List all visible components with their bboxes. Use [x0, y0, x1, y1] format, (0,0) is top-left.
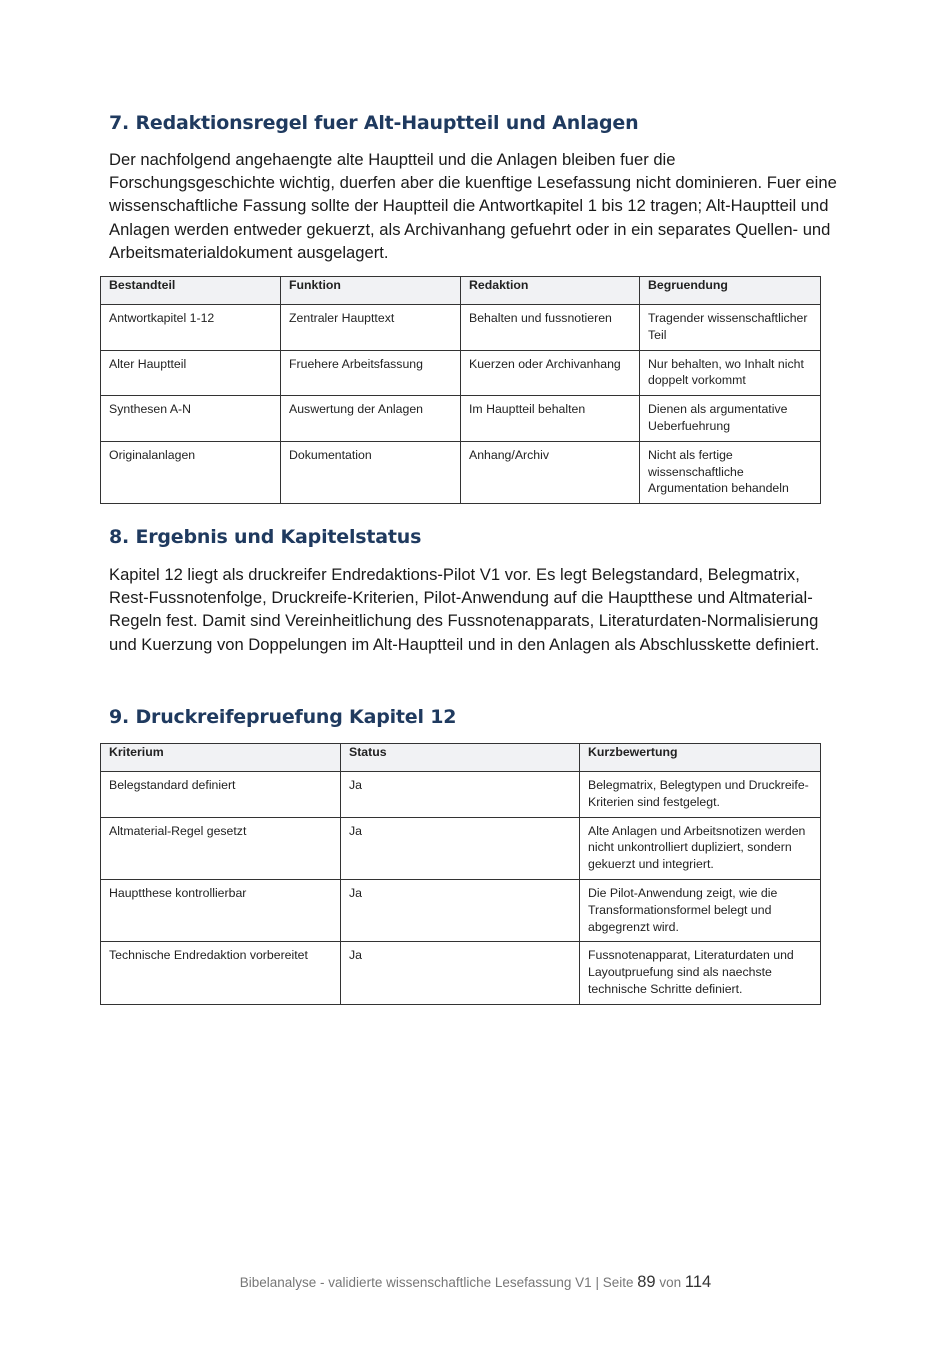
- table-cell: Behalten und fussnotieren: [461, 305, 640, 351]
- table-cell: Dokumentation: [281, 441, 461, 503]
- table-cell: Originalanlagen: [101, 441, 281, 503]
- column-header: Bestandteil: [101, 277, 281, 305]
- footer-page-number: 89: [637, 1273, 656, 1291]
- table-cell: Antwortkapitel 1-12: [101, 305, 281, 351]
- section8-heading: 8. Ergebnis und Kapitelstatus: [109, 526, 422, 548]
- table-cell: Die Pilot-Anwendung zeigt, wie die Transformationsformel belegt und abgegrenzt wird.: [580, 879, 821, 941]
- table-row: [101, 772, 821, 818]
- section7-heading: 7. Redaktionsregel fuer Alt-Hauptteil und Anlagen: [109, 112, 639, 134]
- table-cell: Hauptthese kontrollierbar: [101, 879, 341, 941]
- table-cell: Im Hauptteil behalten: [461, 396, 640, 442]
- table-row: [101, 350, 821, 396]
- table-cell: Auswertung der Anlagen: [281, 396, 461, 442]
- table-cell: Belegmatrix, Belegtypen und Druckreife-Kriterien sind festgelegt.: [580, 772, 821, 818]
- table-cell: Ja: [341, 879, 580, 941]
- table-cell: Fruehere Arbeitsfassung: [281, 350, 461, 396]
- table-row: [101, 305, 821, 351]
- footer-total-pages: 114: [684, 1273, 712, 1291]
- table-row: [101, 817, 821, 879]
- column-header: Funktion: [281, 277, 461, 305]
- column-header: Kurzbewertung: [580, 744, 821, 772]
- table-cell: Belegstandard definiert: [101, 772, 341, 818]
- table-cell: Nur behalten, wo Inhalt nicht doppelt vorkommt: [640, 350, 821, 396]
- table-cell: Altmaterial-Regel gesetzt: [101, 817, 341, 879]
- table-cell: Tragender wissenschaftlicher Teil: [640, 305, 821, 351]
- table-cell: Alter Hauptteil: [101, 350, 281, 396]
- table-cell: Alte Anlagen und Arbeitsnotizen werden nicht unkontrolliert dupliziert, sondern gekuerzt und integriert.: [580, 817, 821, 879]
- table-header-row: [101, 277, 821, 305]
- table-cell: Ja: [341, 772, 580, 818]
- footer-text: Bibelanalyse - validierte wissenschaftliche Lesefassung V1 | Seite: [239, 1275, 634, 1290]
- table-cell: Ja: [341, 942, 580, 1004]
- footer-of-label: von: [659, 1275, 682, 1290]
- table-cell: Dienen als argumentative Ueberfuehrung: [640, 396, 821, 442]
- section9-heading: 9. Druckreifepruefung Kapitel 12: [109, 706, 457, 728]
- section7-paragraph: Der nachfolgend angehaengte alte Hauptteil und die Anlagen bleiben fuer die Forschungsgeschichte wichtig, duerfen aber die kuenftige Lesefassung nicht dominieren. Fuer eine wissenschaftliche Fassung sollte der Hauptteil die Antwortkapitel 1 bis 12 tragen; Alt-Hauptteil und Anlagen werden entweder gekuerzt, als Archivanhang gefuehrt oder in ein separates Quellen- und Arbeitsmaterialdokument ausgelagert.: [109, 150, 837, 262]
- table-row: [101, 942, 821, 1004]
- column-header: Begruendung: [640, 277, 821, 305]
- section8-paragraph: Kapitel 12 liegt als druckreifer Endredaktions-Pilot V1 vor. Es legt Belegstandard, Belegmatrix, Rest-Fussnotenfolge, Druckreife-Kriterien, Pilot-Anwendung auf die Hauptthese und Altmaterial-Regeln fest. Damit sind Vereinheitlichung des Fussnotenapparats, Literaturdaten-Normalisierung und Kuerzung von Doppelungen im Alt-Hauptteil und in den Anlagen als Abschlusskette definiert.: [109, 565, 820, 654]
- table-cell: Technische Endredaktion vorbereitet: [101, 942, 341, 1004]
- table-row: [101, 396, 821, 442]
- table-cell: Nicht als fertige wissenschaftliche Argumentation behandeln: [640, 441, 821, 503]
- table-cell: Anhang/Archiv: [461, 441, 640, 503]
- table-cell: Kuerzen oder Archivanhang: [461, 350, 640, 396]
- table-header-row: [101, 744, 821, 772]
- print-readiness-table: [100, 743, 821, 1005]
- table-cell: Zentraler Haupttext: [281, 305, 461, 351]
- page-footer: [0, 1273, 951, 1292]
- column-header: Redaktion: [461, 277, 640, 305]
- column-header: Kriterium: [101, 744, 341, 772]
- column-header: Status: [341, 744, 580, 772]
- redaction-table: [100, 276, 821, 504]
- table-row: [101, 879, 821, 941]
- table-cell: Fussnotenapparat, Literaturdaten und Layoutpruefung sind als naechste technische Schritte definiert.: [580, 942, 821, 1004]
- table-cell: Synthesen A-N: [101, 396, 281, 442]
- table-row: [101, 441, 821, 503]
- table-cell: Ja: [341, 817, 580, 879]
